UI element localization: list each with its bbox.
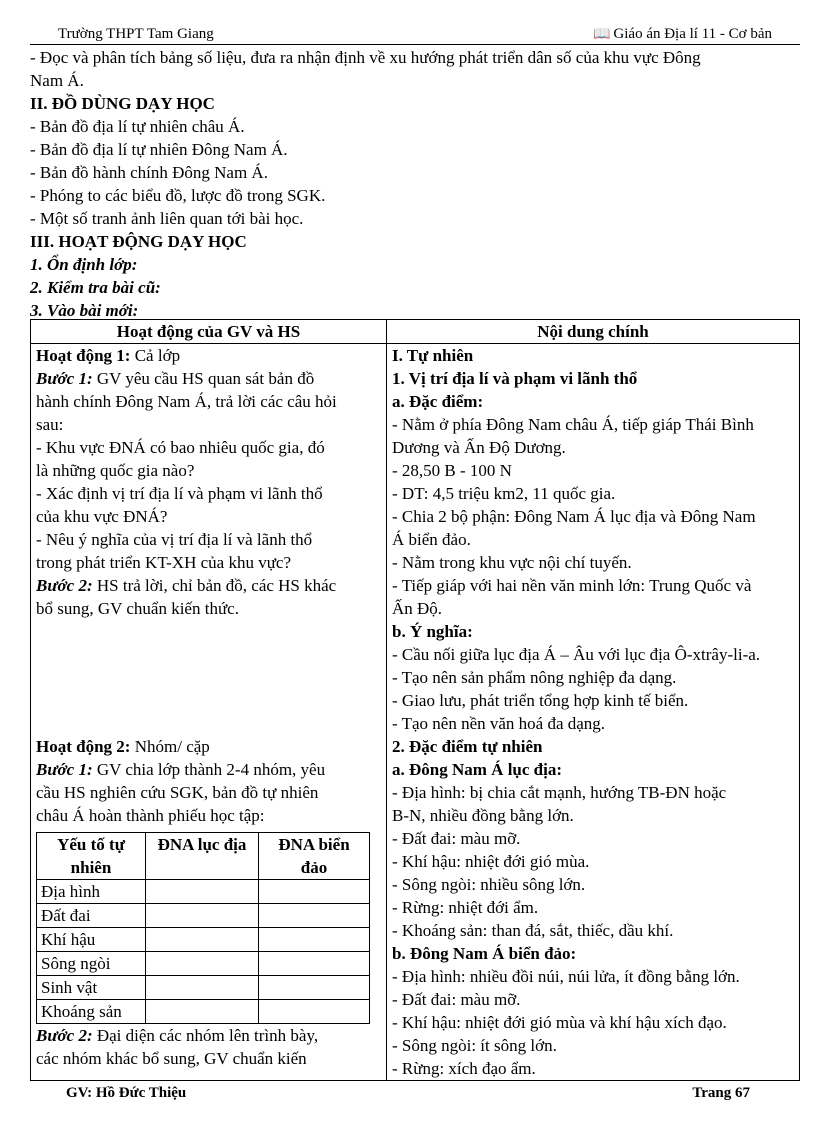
content-heading: 2. Đặc điểm tự nhiên bbox=[392, 737, 543, 756]
text-line: - Khu vực ĐNÁ có bao nhiêu quốc gia, đó bbox=[36, 438, 325, 457]
step-text: Đại diện các nhóm lên trình bày, bbox=[92, 1026, 319, 1045]
text-line: là những quốc gia nào? bbox=[36, 461, 195, 480]
content-line: - Sông ngòi: ít sông lớn. bbox=[392, 1036, 557, 1055]
worksheet-row-label: Khoáng sản bbox=[37, 1000, 146, 1024]
worksheet-header: ĐNA lục địa bbox=[146, 833, 259, 880]
objective-line-1: - Đọc và phân tích bảng số liệu, đưa ra nhận định về xu hướng phát triển dân số của khu vực Đông bbox=[30, 48, 701, 67]
worksheet-header: ĐNA biển đảo bbox=[259, 833, 370, 880]
worksheet-row-label: Sinh vật bbox=[37, 976, 146, 1000]
content-line: - 28,50 B - 100 N bbox=[392, 461, 512, 480]
worksheet-cell bbox=[259, 976, 370, 1000]
content-line: Ấn Độ. bbox=[392, 599, 443, 618]
objective-line-2: Nam Á. bbox=[30, 71, 84, 90]
step-label: Bước 2: bbox=[36, 1026, 93, 1045]
worksheet-row-label: Khí hậu bbox=[37, 928, 146, 952]
subject-text: Giáo án Địa lí 11 - Cơ bản bbox=[613, 26, 772, 42]
equipment-item: - Một số tranh ảnh liên quan tới bài học. bbox=[30, 209, 304, 228]
content-line: - DT: 4,5 triệu km2, 11 quốc gia. bbox=[392, 484, 616, 503]
content-line: - Cầu nối giữa lục địa Á – Âu với lục địa Ô-xtrây-li-a. bbox=[392, 645, 761, 664]
content-line: - Khoáng sản: than đá, sắt, thiếc, dầu khí. bbox=[392, 921, 674, 940]
subject-title bbox=[593, 26, 772, 43]
content-line: - Sông ngòi: nhiều sông lớn. bbox=[392, 875, 586, 894]
step-text: GV yêu cầu HS quan sát bản đồ bbox=[92, 369, 315, 388]
page-number: Trang 67 bbox=[692, 1085, 750, 1101]
col-header-activities: Hoạt động của GV và HS bbox=[31, 320, 387, 344]
content-heading: I. Tự nhiên bbox=[392, 346, 474, 365]
activity-1-label: Hoạt động 1: bbox=[36, 346, 131, 365]
activity-1-mode: Cả lớp bbox=[130, 346, 181, 365]
worksheet-header: Yếu tố tự nhiên bbox=[37, 833, 146, 880]
worksheet-cell bbox=[259, 952, 370, 976]
step-text: HS trả lời, chỉ bản đồ, các HS khác bbox=[92, 576, 337, 595]
content-line: - Giao lưu, phát triển tổng hợp kinh tế biển. bbox=[392, 691, 689, 710]
activity-2-mode: Nhóm/ cặp bbox=[130, 737, 210, 756]
worksheet-cell bbox=[259, 880, 370, 904]
content-subheading: a. Đông Nam Á lục địa: bbox=[392, 760, 563, 779]
step-3-heading: 3. Vào bài mới: bbox=[30, 301, 139, 320]
lesson-table bbox=[30, 319, 800, 1081]
content-line: Dương và Ấn Độ Dương. bbox=[392, 438, 566, 457]
worksheet-row bbox=[37, 880, 370, 904]
worksheet-cell bbox=[146, 928, 259, 952]
worksheet-cell bbox=[146, 952, 259, 976]
text-line: cầu HS nghiên cứu SGK, bản đồ tự nhiên bbox=[36, 783, 319, 802]
content-line: - Đất đai: màu mỡ. bbox=[392, 829, 521, 848]
step-label: Bước 2: bbox=[36, 576, 93, 595]
section-3-heading: III. HOẠT ĐỘNG DẠY HỌC bbox=[30, 232, 247, 251]
content-line: - Khí hậu: nhiệt đới gió mùa. bbox=[392, 852, 590, 871]
worksheet-cell bbox=[146, 1000, 259, 1024]
text-line: trong phát triển KT-XH của khu vực? bbox=[36, 553, 292, 572]
content-line: B-N, nhiều đồng bằng lớn. bbox=[392, 806, 574, 825]
content-line: - Tiếp giáp với hai nền văn minh lớn: Trung Quốc và bbox=[392, 576, 752, 595]
col-header-content: Nội dung chính bbox=[387, 320, 800, 344]
worksheet-cell bbox=[146, 904, 259, 928]
worksheet-row bbox=[37, 1000, 370, 1024]
content-line: - Địa hình: bị chia cắt mạnh, hướng TB-ĐN hoặc bbox=[392, 783, 727, 802]
intro-section bbox=[30, 46, 780, 322]
content-line: - Tạo nên sản phẩm nông nghiệp đa dạng. bbox=[392, 668, 677, 687]
content-line: - Nằm ở phía Đông Nam châu Á, tiếp giáp Thái Bình bbox=[392, 415, 754, 434]
step-label: Bước 1: bbox=[36, 369, 93, 388]
worksheet-row bbox=[37, 904, 370, 928]
content-heading: 1. Vị trí địa lí và phạm vi lãnh thổ bbox=[392, 369, 638, 388]
activity-2-label: Hoạt động 2: bbox=[36, 737, 131, 756]
equipment-item: - Bản đồ hành chính Đông Nam Á. bbox=[30, 163, 268, 182]
worksheet-cell bbox=[259, 904, 370, 928]
content-line: - Tạo nên nền văn hoá đa dạng. bbox=[392, 714, 606, 733]
worksheet-table bbox=[36, 832, 370, 1024]
content-line: - Khí hậu: nhiệt đới gió mùa và khí hậu xích đạo. bbox=[392, 1013, 727, 1032]
worksheet-row-label: Địa hình bbox=[37, 880, 146, 904]
step-1-heading: 1. Ổn định lớp: bbox=[30, 255, 138, 274]
text-line: - Nêu ý nghĩa của vị trí địa lí và lãnh thổ bbox=[36, 530, 313, 549]
worksheet-row bbox=[37, 976, 370, 1000]
worksheet-row bbox=[37, 928, 370, 952]
worksheet-row-label: Sông ngòi bbox=[37, 952, 146, 976]
worksheet-cell bbox=[259, 928, 370, 952]
content-line: Á biển đảo. bbox=[392, 530, 471, 549]
content-subheading: b. Đông Nam Á biển đảo: bbox=[392, 944, 577, 963]
section-2-heading: II. ĐỒ DÙNG DẠY HỌC bbox=[30, 94, 215, 113]
content-line: - Nằm trong khu vực nội chí tuyến. bbox=[392, 553, 632, 572]
content-line: - Địa hình: nhiều đồi núi, núi lửa, ít đồng bằng lớn. bbox=[392, 967, 740, 986]
worksheet-cell bbox=[146, 976, 259, 1000]
worksheet-row-label: Đất đai bbox=[37, 904, 146, 928]
activities-cell bbox=[31, 344, 387, 1081]
equipment-item: - Bản đồ địa lí tự nhiên Đông Nam Á. bbox=[30, 140, 288, 159]
text-line: các nhóm khác bổ sung, GV chuẩn kiến bbox=[36, 1049, 307, 1068]
teacher-name: GV: Hồ Đức Thiệu bbox=[66, 1085, 187, 1101]
text-line: - Xác định vị trí địa lí và phạm vi lãnh thổ bbox=[36, 484, 323, 503]
text-line: châu Á hoàn thành phiếu học tập: bbox=[36, 806, 265, 825]
page-header bbox=[30, 26, 800, 45]
content-line: - Rừng: xích đạo ẩm. bbox=[392, 1059, 536, 1078]
school-name: Trường THPT Tam Giang bbox=[58, 26, 214, 42]
content-subheading: a. Đặc điểm: bbox=[392, 392, 484, 411]
text-line: bổ sung, GV chuẩn kiến thức. bbox=[36, 599, 239, 618]
content-line: - Chia 2 bộ phận: Đông Nam Á lục địa và Đông Nam bbox=[392, 507, 756, 526]
content-line: - Đất đai: màu mỡ. bbox=[392, 990, 521, 1009]
worksheet-cell bbox=[146, 880, 259, 904]
worksheet-row bbox=[37, 952, 370, 976]
content-subheading: b. Ý nghĩa: bbox=[392, 622, 473, 641]
text-line: sau: bbox=[36, 415, 64, 434]
text-line: của khu vực ĐNÁ? bbox=[36, 507, 168, 526]
content-line: - Rừng: nhiệt đới ẩm. bbox=[392, 898, 539, 917]
step-label: Bước 1: bbox=[36, 760, 93, 779]
text-line: hành chính Đông Nam Á, trả lời các câu hỏi bbox=[36, 392, 337, 411]
step-text: GV chia lớp thành 2-4 nhóm, yêu bbox=[92, 760, 326, 779]
book-icon: 📖 bbox=[592, 27, 611, 42]
worksheet-cell bbox=[259, 1000, 370, 1024]
equipment-item: - Phóng to các biểu đồ, lược đồ trong SGK. bbox=[30, 186, 326, 205]
content-cell bbox=[387, 344, 800, 1081]
page-footer bbox=[30, 1080, 800, 1101]
equipment-item: - Bản đồ địa lí tự nhiên châu Á. bbox=[30, 117, 245, 136]
step-2-heading: 2. Kiểm tra bài cũ: bbox=[30, 278, 161, 297]
